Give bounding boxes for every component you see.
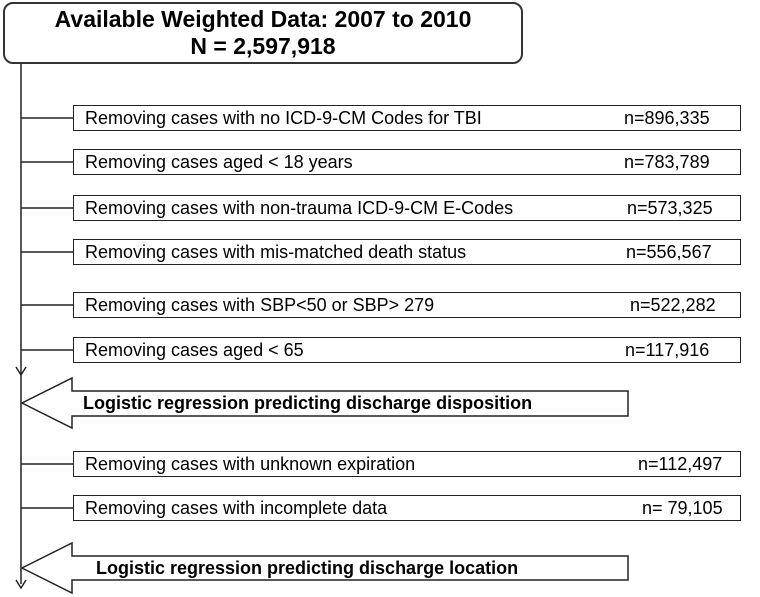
exclusion-step-label: Removing cases with no ICD-9-CM Codes for TBI: [85, 108, 482, 128]
exclusion-step-box: [73, 495, 741, 521]
outcome-label: Logistic regression predicting discharge location: [96, 558, 519, 578]
exclusion-step-box: [73, 239, 741, 265]
exclusion-step-label: Removing cases with unknown expiration: [85, 454, 416, 474]
exclusion-step-count: n= 79,105: [642, 498, 723, 518]
exclusion-step-count: n=783,789: [624, 152, 710, 172]
exclusion-step-count: n=896,335: [624, 108, 710, 128]
source-data-count: N = 2,597,918: [190, 33, 336, 59]
exclusion-step-box: [73, 451, 741, 477]
exclusion-step-count: n=522,282: [630, 295, 716, 315]
exclusion-step-box: [73, 105, 741, 131]
exclusion-step-label: Removing cases aged < 18 years: [85, 152, 353, 172]
source-data-box: [3, 2, 523, 64]
exclusion-step-label: Removing cases with SBP<50 or SBP> 279: [85, 295, 435, 315]
exclusion-step-box: [73, 195, 741, 221]
exclusion-step-box: [73, 292, 741, 318]
source-data-title: Available Weighted Data: 2007 to 2010: [54, 6, 472, 32]
exclusion-step-count: n=573,325: [627, 198, 713, 218]
exclusion-step-count: n=556,567: [626, 242, 712, 262]
exclusion-step-count: n=112,497: [638, 454, 723, 474]
exclusion-step-label: Removing cases with non-trauma ICD-9-CM E-Codes: [85, 198, 514, 218]
exclusion-step-label: Removing cases with mis-matched death status: [85, 242, 467, 262]
exclusion-step-box: [73, 337, 741, 363]
exclusion-step-box: [73, 149, 741, 175]
exclusion-step-label: Removing cases aged < 65: [85, 340, 304, 360]
outcome-label: Logistic regression predicting discharge disposition: [83, 393, 533, 413]
exclusion-step-count: n=117,916: [625, 340, 710, 360]
exclusion-step-label: Removing cases with incomplete data: [85, 498, 388, 518]
